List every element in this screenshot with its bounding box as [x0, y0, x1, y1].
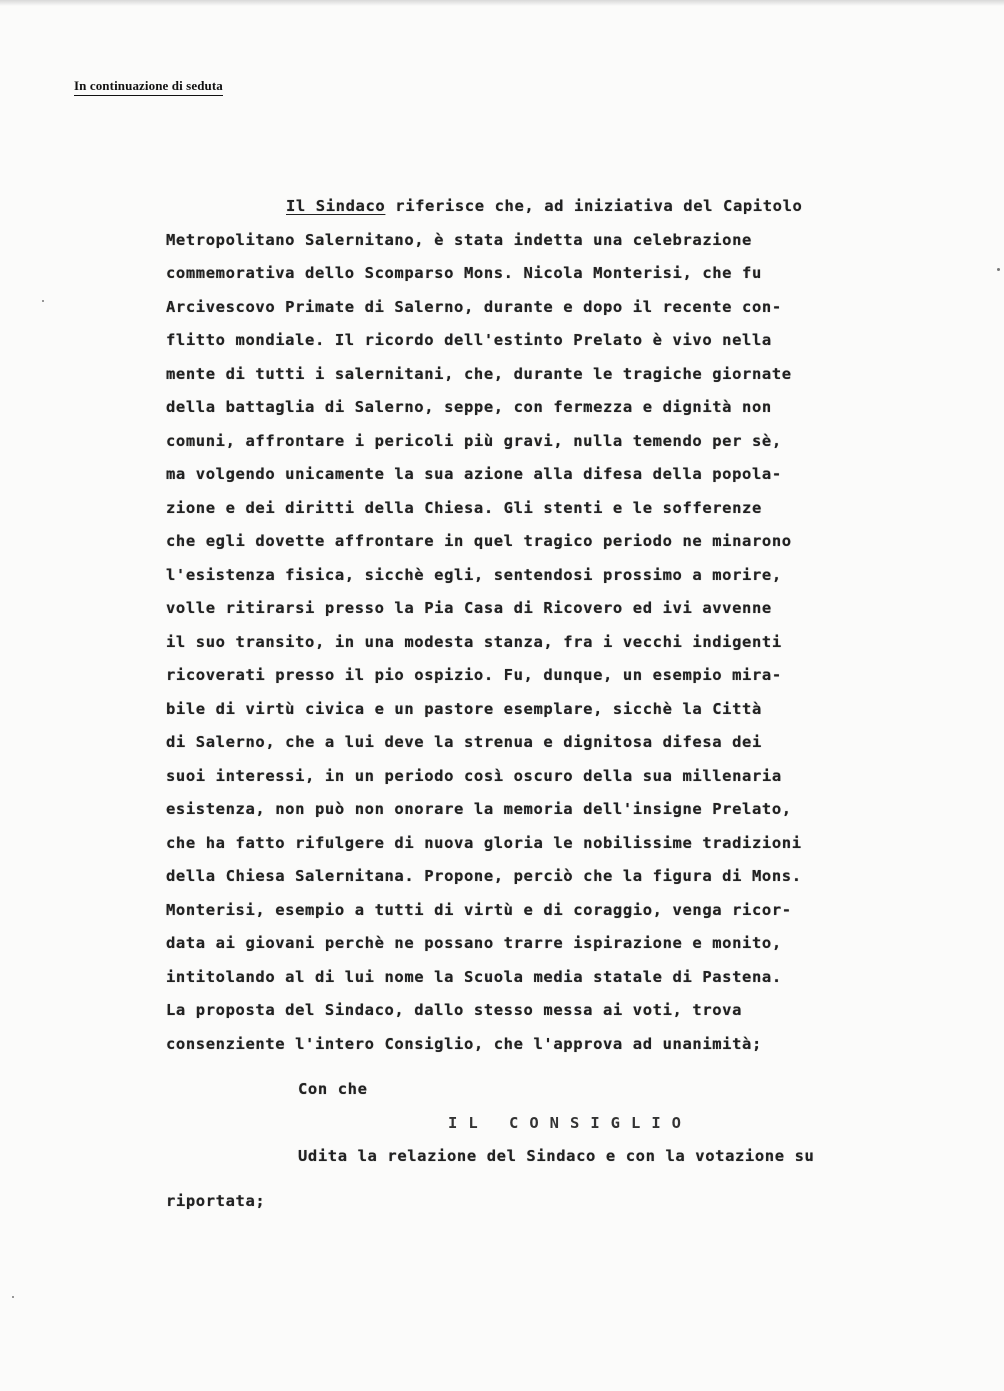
document-body: [166, 190, 906, 1219]
page-top-edge: [0, 0, 1004, 6]
body-line: intitolando al di lui nome la Scuola media statale di Pastena.: [166, 967, 782, 986]
body-line: Metropolitano Salernitano, è stata indetta una celebrazione: [166, 230, 752, 249]
body-line-first: [166, 190, 906, 224]
body-line: di Salerno, che a lui deve la strenua e dignitosa difesa dei: [166, 733, 762, 751]
body-line: della battaglia di Salerno, seppe, con fermezza e dignità non: [166, 398, 772, 416]
body-line: suoi interessi, in un periodo così oscuro della sua millenaria: [166, 766, 782, 785]
paragraph-spacer: [166, 1173, 906, 1185]
body-line: il suo transito, in una modesta stanza, fra i vecchi indigenti: [166, 632, 782, 651]
body-line: ma volgendo unicamente la sua azione alla difesa della popola-: [166, 465, 782, 483]
paper-speck: [12, 1296, 14, 1298]
body-line: consenziente l'intero Consiglio, che l'approva ad unanimità;: [166, 1034, 762, 1053]
body-line: zione e dei diritti della Chiesa. Gli stenti e le sofferenze: [166, 498, 762, 517]
closing-line: riportata;: [166, 1192, 266, 1210]
body-line: che egli dovette affrontare in quel tragico periodo ne minarono: [166, 532, 792, 550]
body-line: riferisce che, ad iniziativa del Capitolo: [385, 197, 803, 215]
body-line: mente di tutti i salernitani, che, durante le tragiche giornate: [166, 364, 792, 383]
body-line: l'esistenza fisica, sicchè egli, sentendosi prossimo a morire,: [166, 565, 782, 584]
paper-speck: [42, 300, 44, 302]
body-line: Monterisi, esempio a tutti di virtù e di coraggio, venga ricor-: [166, 900, 792, 919]
body-line: che ha fatto rifulgere di nuova gloria le nobilissime tradizioni: [166, 833, 802, 852]
paper-speck: [997, 268, 1000, 271]
closing-line: Udita la relazione del Sindaco e con la votazione su: [298, 1146, 815, 1165]
speaker-name: Il Sindaco: [286, 197, 386, 215]
paragraph-spacer: [166, 1061, 906, 1073]
con-che-line: Con che: [298, 1080, 368, 1098]
body-line: data ai giovani perchè ne possano trarre ispirazione e monito,: [166, 934, 782, 952]
body-line: ricoverati presso il pio ospizio. Fu, dunque, un esempio mira-: [166, 666, 782, 684]
council-heading: IL CONSIGLIO: [448, 1113, 692, 1132]
body-line: flitto mondiale. Il ricordo dell'estinto Prelato è vivo nella: [166, 331, 772, 349]
body-line: esistenza, non può non onorare la memoria dell'insigne Prelato,: [166, 800, 792, 818]
body-line: Arcivescovo Primate di Salerno, durante e dopo il recente con-: [166, 297, 782, 316]
body-line: volle ritirarsi presso la Pia Casa di Ricovero ed ivi avvenne: [166, 599, 772, 617]
body-line: comuni, affrontare i pericoli più gravi, nulla temendo per sè,: [166, 431, 782, 450]
header-label: In continuazione di seduta: [74, 78, 223, 96]
body-line: bile di virtù civica e un pastore esemplare, sicchè la Città: [166, 699, 762, 718]
body-line: commemorativa dello Scomparso Mons. Nicola Monterisi, che fu: [166, 264, 762, 282]
body-line: della Chiesa Salernitana. Propone, perciò che la figura di Mons.: [166, 867, 802, 885]
body-line: La proposta del Sindaco, dallo stesso messa ai voti, trova: [166, 1001, 743, 1019]
